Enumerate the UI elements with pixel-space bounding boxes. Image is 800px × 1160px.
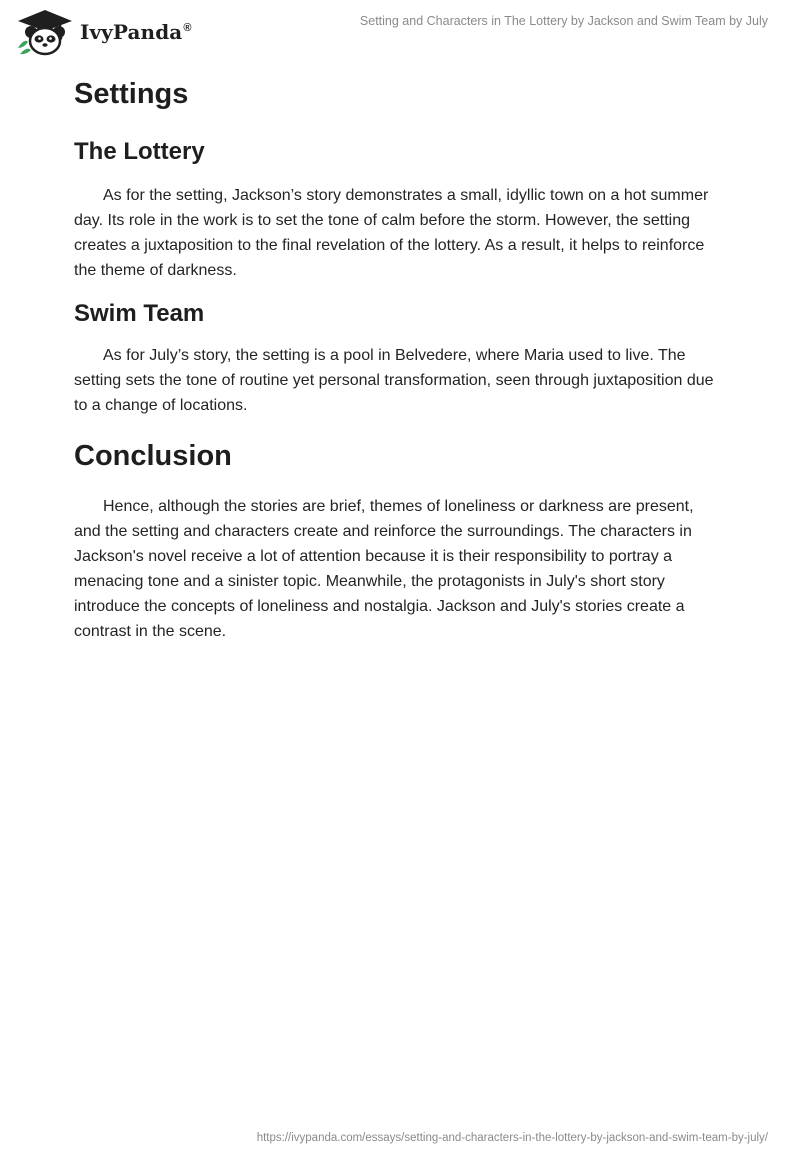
registered-mark: ® [183, 22, 192, 35]
settings-heading: Settings [74, 78, 189, 110]
lottery-paragraph: As for the setting, Jackson’s story demonstrates a small, idyllic town on a hot summer day. Its role in the work is to set the tone of calm before the storm. However, the setting creates a juxtaposition to the final revelation of the lottery. As a result, it helps to reinforce the theme of darkness. [74, 187, 709, 279]
logo-wordmark [80, 20, 192, 44]
swim-team-paragraph: As for July’s story, the setting is a pool in Belvedere, where Maria used to live. The setting sets the tone of routine yet personal transformation, seen through juxtaposition due to a change of locations. [74, 347, 714, 414]
page-header [0, 0, 800, 60]
panda-graduation-cap-icon [14, 8, 76, 56]
conclusion-heading: Conclusion [74, 440, 232, 472]
lottery-heading: The Lottery [74, 138, 205, 165]
swim-team-heading: Swim Team [74, 300, 205, 327]
logo-text: IvyPanda [80, 20, 183, 44]
conclusion-paragraph: Hence, although the stories are brief, themes of loneliness or darkness are present, and the setting and characters create and reinforce the surroundings. The characters in Jackson's novel receive a lot of attention because it is their responsibility to portray a menacing tone and a sinister topic. Meanwhile, the protagonists in July's short story introduce the concepts of loneliness and nostalgia. Jackson and July's stories create a contrast in the scene. [74, 498, 694, 640]
footer-source-url[interactable]: https://ivypanda.com/essays/setting-and-characters-in-the-lottery-by-jackson-and-swim-team-by-july/ [256, 1132, 768, 1144]
document-body [74, 70, 724, 644]
ivypanda-logo[interactable] [14, 8, 192, 56]
running-title: Setting and Characters in The Lottery by Jackson and Swim Team by July [359, 14, 768, 28]
